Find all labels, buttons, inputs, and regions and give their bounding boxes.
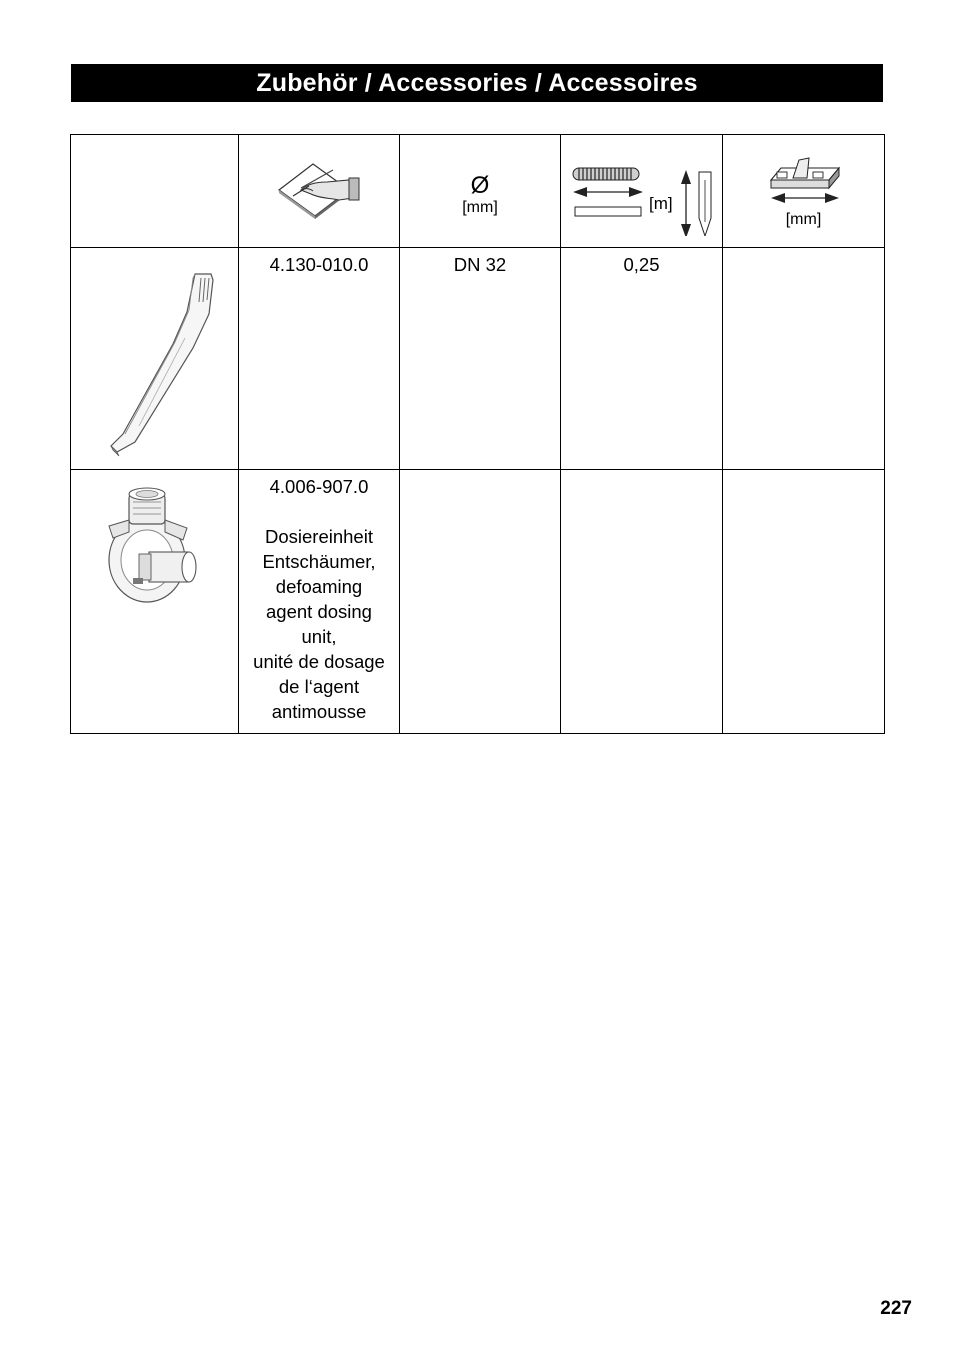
table-row <box>71 248 885 470</box>
header-cell-width <box>723 135 885 248</box>
header-cell-part-no <box>239 135 400 248</box>
width-cell <box>723 470 885 734</box>
product-image-cell <box>71 470 239 734</box>
width-unit: [mm] <box>785 211 822 228</box>
header-cell-length <box>561 135 723 248</box>
product-description: Dosiereinheit Entschäumer, defoaming agent dosing unit, unité de dosage de l‘agent antimousse <box>253 526 385 722</box>
length-unit: [m] <box>649 194 673 213</box>
length-value <box>561 470 722 474</box>
table-header-row <box>71 135 885 248</box>
part-number-cell <box>239 470 400 734</box>
length-cell <box>561 248 723 470</box>
floor-nozzle-width-icon <box>759 152 849 218</box>
part-number: 4.130-010.0 <box>269 254 369 275</box>
part-number: 4.006-907.0 <box>269 476 369 497</box>
product-image-cell <box>71 248 239 470</box>
dosing-unit-icon <box>95 482 215 612</box>
header-cell-diameter <box>400 135 561 248</box>
width-cell <box>723 248 885 470</box>
diameter-value: DN 32 <box>453 254 507 275</box>
length-cell <box>561 470 723 734</box>
diameter-unit: [mm] <box>462 199 498 216</box>
accessories-table <box>70 134 885 734</box>
hand-writing-on-paper-icon <box>271 158 367 224</box>
diameter-cell <box>400 248 561 470</box>
page-title: Zubehör / Accessories / Accessoires <box>71 64 883 102</box>
table-row <box>71 470 885 734</box>
width-value <box>723 470 884 474</box>
page-number: 227 <box>880 1298 912 1319</box>
hose-length-icon <box>565 146 717 236</box>
diameter-value <box>400 470 560 474</box>
diameter-icon: Ø <box>470 172 490 199</box>
header-cell-image <box>71 135 239 248</box>
length-value: 0,25 <box>623 254 660 275</box>
width-value <box>723 248 884 252</box>
part-number-cell <box>239 248 400 470</box>
crevice-nozzle-icon <box>75 256 235 466</box>
diameter-cell <box>400 470 561 734</box>
